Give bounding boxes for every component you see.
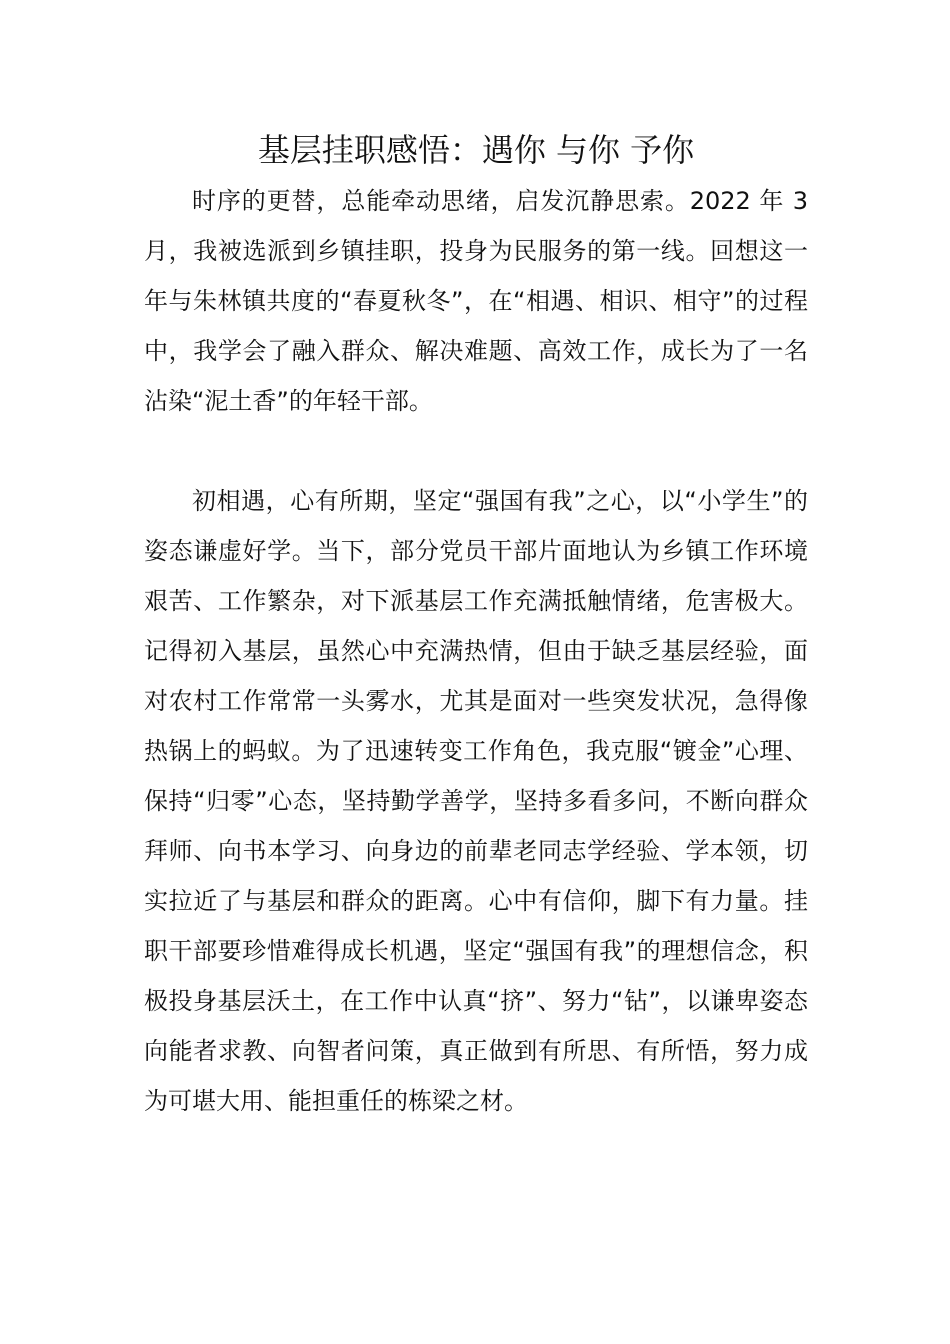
document-body	[144, 128, 808, 1126]
paragraph-spacer	[144, 426, 808, 476]
paragraph-intro: 时序的更替，总能牵动思绪，启发沉静思索。2022 年 3 月，我被选派到乡镇挂职，投身为民服务的第一线。回想这一年与朱林镇共度的“春夏秋冬”，在“相遇、相识、相守”的过程中，我学会了融入群众、解决难题、高效工作，成长为了一名沾染“泥土香”的年轻干部。	[144, 187, 808, 415]
document-title: 基层挂职感悟：遇你 与你 予你	[257, 131, 695, 169]
paragraph-first-meeting: 初相遇，心有所期，坚定“强国有我”之心，以“小学生”的姿态谦虚好学。当下，部分党员干部片面地认为乡镇工作环境艰苦、工作繁杂，对下派基层工作充满抵触情绪，危害极大。记得初入基层，虽然心中充满热情，但由于缺乏基层经验，面对农村工作常常一头雾水，尤其是面对一些突发状况，急得像热锅上的蚂蚁。为了迅速转变工作角色，我克服“镀金”心理、保持“归零”心态，坚持勤学善学，坚持多看多问，不断向群众拜师、向书本学习、向身边的前辈老同志学经验、学本领，切实拉近了与基层和群众的距离。心中有信仰，脚下有力量。挂职干部要珍惜难得成长机遇，坚定“强国有我”的理想信念，积极投身基层沃土，在工作中认真“挤”、努力“钻”，以谦卑姿态向能者求教、向智者问策，真正做到有所思、有所悟，努力成为可堪大用、能担重任的栋梁之材。	[144, 487, 808, 1115]
